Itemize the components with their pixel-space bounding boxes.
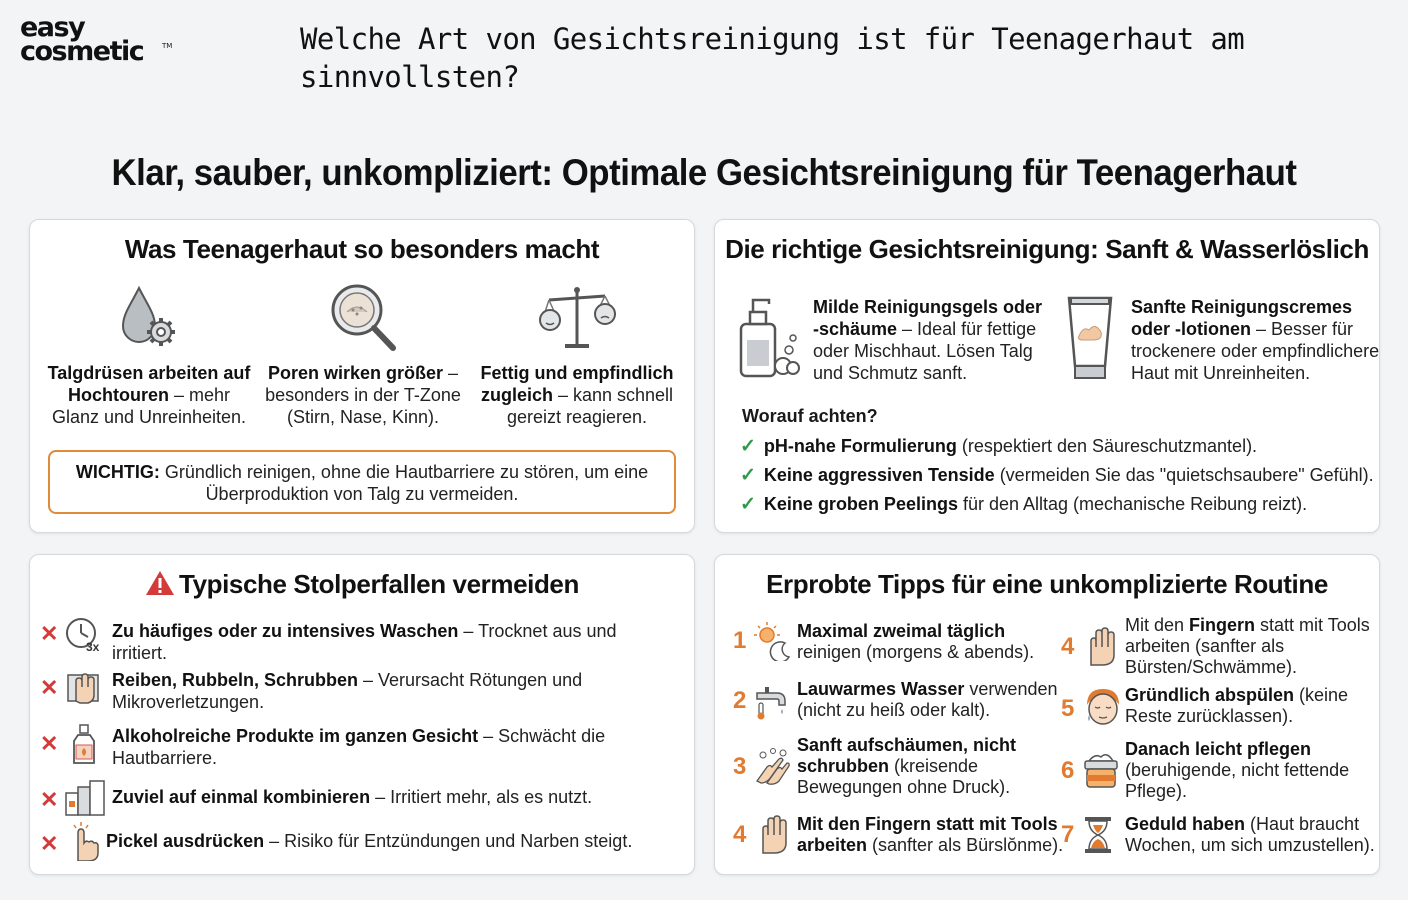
alcohol-bottle-icon <box>64 723 104 765</box>
panel-title: Erprobte Tipps für eine unkomplizierte Routine <box>766 569 1328 599</box>
tip-number: 4 <box>733 821 747 848</box>
feature-oily-sensitive <box>472 282 682 428</box>
cross-icon: ✕ <box>40 831 59 856</box>
panel-title: Typische Stolperfallen vermeiden <box>30 569 694 600</box>
hand-icon <box>753 813 793 855</box>
feature-sebum <box>44 282 254 428</box>
pointing-finger-icon <box>66 821 100 861</box>
cross-icon: ✕ <box>40 675 59 700</box>
tip-text: Mit den Fingern statt mit Tools arbeiten (sanfter als Bürsten/Schwämme). <box>1125 615 1370 677</box>
panel-right-cleanser <box>714 219 1380 533</box>
panel-title: Die richtige Gesichtsreinigung: Sanft & Wasserlöslich <box>725 234 1369 264</box>
warning-icon <box>145 570 175 596</box>
tip-number: 2 <box>733 687 747 714</box>
faucet-thermometer-icon <box>753 681 793 721</box>
pump-bottle-icon <box>737 294 801 380</box>
check-icon: ✓ <box>740 494 756 515</box>
tip-text: Lauwarmes Wasser verwenden (nicht zu heiß oder kalt). <box>797 679 1058 720</box>
tip-number: 1 <box>733 627 747 654</box>
panel-tips <box>714 554 1380 875</box>
drop-gear-icon <box>113 282 185 354</box>
pitfall-text: Reiben, Rubbeln, Schrubben – Verursacht Rötungen und Mikroverletzungen. <box>112 670 583 712</box>
tip-number: 4 <box>1061 633 1075 660</box>
tip-text: Sanft aufschäumen, nicht schrubben (kreisende Bewegungen ohne Druck). <box>797 735 1017 797</box>
product-gel-text: Milde Reinigungsgels oder -schäume – Ideal für fettige oder Mischhaut. Lösen Talg und Schmutz sanft. <box>813 297 1043 383</box>
cross-icon: ✕ <box>40 731 59 756</box>
pitfall-text: Zu häufiges oder zu intensives Waschen – Trocknet aus und irritiert. <box>112 621 617 663</box>
brand-line1: easy <box>20 12 85 43</box>
brand-tm: TM <box>162 42 173 50</box>
tip-text: Mit den Fingern statt mit Tools arbeiten (sanfter als Bürslŏnme). <box>797 814 1064 855</box>
tip-text: Gründlich abspülen (keine Reste zurücklassen). <box>1125 685 1349 726</box>
product-cream-text: Sanfte Reinigungscremes oder -lotionen – Besser für trockenere oder empfindlichere Haut mit Unreinheiten. <box>1131 297 1380 383</box>
clock-3x-icon <box>64 617 104 653</box>
check-icon: ✓ <box>740 465 756 486</box>
sun-moon-icon <box>753 621 793 661</box>
svg-text:3x: 3x <box>86 640 100 653</box>
face-rinse-icon <box>1081 687 1121 727</box>
check-item: ✓ Keine aggressiven Tenside (vermeiden Sie das "quietschsaubere" Gefühl). <box>740 465 1374 486</box>
pitfall-text: Zuviel auf einmal kombinieren – Irritiert mehr, als es nutzt. <box>112 787 593 807</box>
cream-tube-icon <box>1065 294 1115 380</box>
foam-hands-icon <box>753 747 793 787</box>
panel-teen-skin <box>29 219 695 533</box>
tip-text: Geduld haben (Haut braucht Wochen, um sich umzustellen). <box>1125 814 1375 855</box>
panel-title: Was Teenagerhaut so besonders macht <box>124 234 600 264</box>
question-heading: Welche Art von Gesichtsreinigung ist für Teenagerhaut am sinnvollsten? <box>300 22 1245 94</box>
balance-faces-icon <box>537 282 617 354</box>
feature-text: Fettig und empfindlich zugleich – kann schnell gereizt reagieren. <box>480 363 674 427</box>
tip-number: 3 <box>733 753 747 780</box>
tip-number: 6 <box>1061 757 1075 784</box>
check-item: ✓ pH-nahe Formulierung (respektiert den Säureschutzmantel). <box>740 436 1258 457</box>
cross-icon: ✕ <box>40 787 59 812</box>
check-icon: ✓ <box>740 436 756 457</box>
attention-heading: Worauf achten? <box>742 406 878 426</box>
brand-line2: cosmetic <box>20 36 144 67</box>
feature-text: Talgdrüsen arbeiten auf Hochtouren – mehr Glanz und Unreinheiten. <box>47 363 251 427</box>
main-title: Klar, sauber, unkompliziert: Optimale Gesichtsreinigung für Teenagerhaut <box>111 152 1297 193</box>
rubbing-hand-icon <box>64 667 104 707</box>
brand-logo <box>20 12 180 68</box>
pitfall-text: Alkoholreiche Produkte im ganzen Gesicht – Schwächt die Hautbarriere. <box>112 726 606 768</box>
feature-pores <box>258 282 468 428</box>
hand-icon <box>1081 625 1121 667</box>
hourglass-icon <box>1081 815 1115 855</box>
many-products-icon <box>64 779 108 817</box>
tip-text: Danach leicht pflegen (beruhigende, nicht fettende Pflege). <box>1125 739 1350 801</box>
feature-text: Poren wirken größer – besonders in der T-Zone (Stirn, Nase, Kinn). <box>265 363 461 427</box>
tip-number: 7 <box>1061 821 1075 848</box>
magnifier-pore-icon <box>327 282 399 354</box>
cream-jar-icon <box>1081 751 1121 791</box>
check-item: ✓ Keine groben Peelings für den Alltag (mechanische Reibung reizt). <box>740 494 1308 515</box>
tip-text: Maximal zweimal täglich reinigen (morgens & abends). <box>797 621 1035 662</box>
cross-icon: ✕ <box>40 621 59 646</box>
panel-pitfalls <box>29 554 695 875</box>
important-note: WICHTIG: Gründlich reinigen, ohne die Hautbarriere zu stören, um eine Überproduktion von Talg zu vermeiden. <box>48 450 676 514</box>
tip-number: 5 <box>1061 695 1075 722</box>
pitfall-text: Pickel ausdrücken – Risiko für Entzündungen und Narben steigt. <box>106 831 633 851</box>
